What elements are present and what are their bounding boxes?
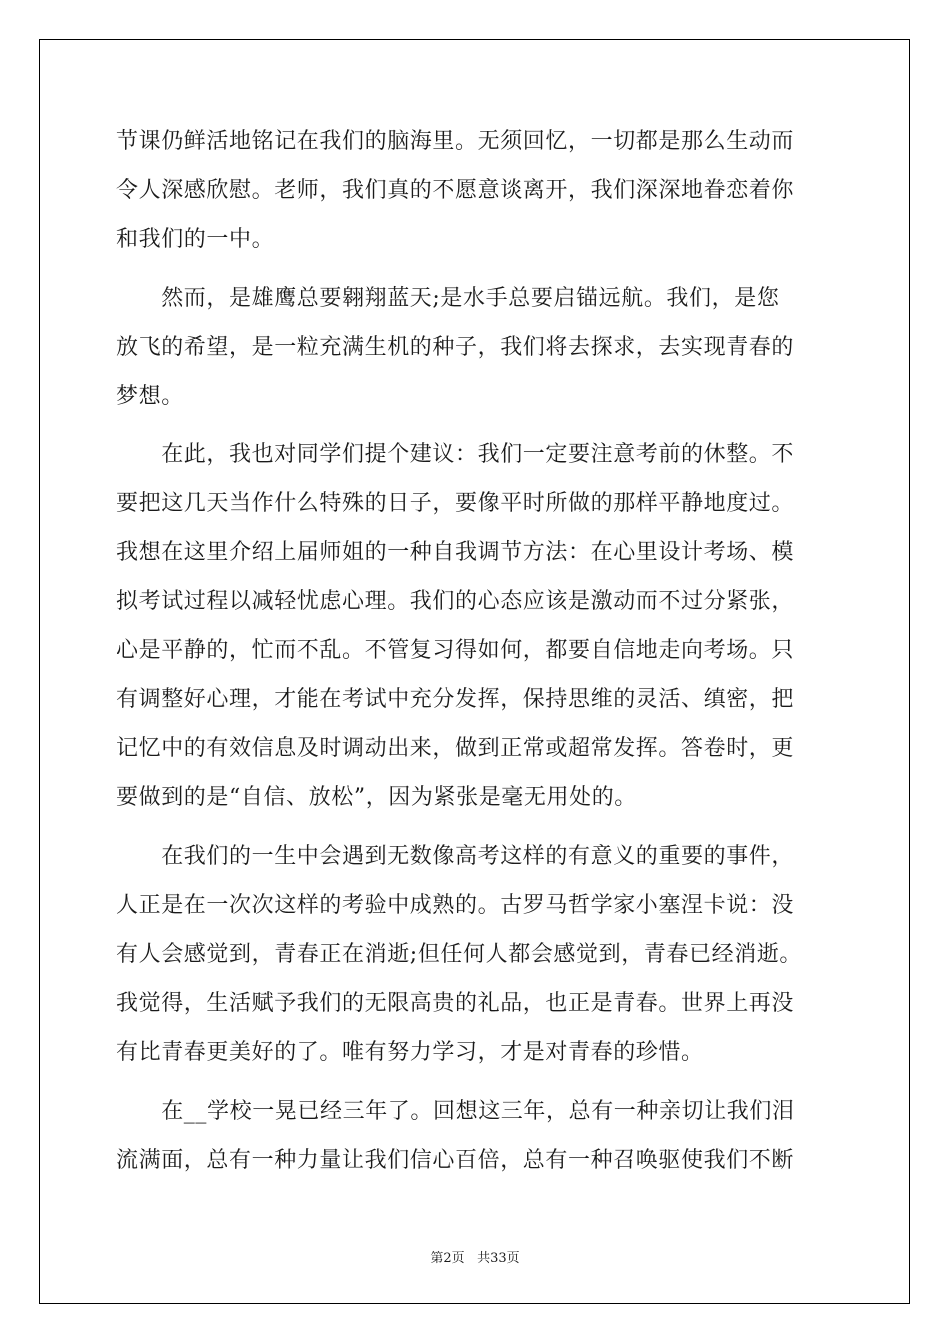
text-line: 然而，是雄鹰总要翱翔蓝天;是水手总要启锚远航。我们，是您	[116, 286, 780, 311]
text-line: 有人会感觉到，青春正在消逝;但任何人都会感觉到，青春已经消逝。	[116, 942, 803, 967]
text-line: 令人深感欣慰。老师，我们真的不愿意谈离开，我们深深地眷恋着你	[116, 178, 795, 203]
page-footer	[0, 1247, 950, 1266]
text-line: 要把这几天当作什么特殊的日子，要像平时所做的那样平静地度过。	[116, 491, 795, 516]
text-line: 有比青春更美好的了。唯有努力学习，才是对青春的珍惜。	[116, 1040, 704, 1065]
text-line: 要做到的是“自信、放松”，因为紧张是毫无用处的。	[116, 785, 637, 810]
text-line: 在我们的一生中会遇到无数像高考这样的有意义的重要的事件，	[116, 844, 795, 869]
text-line: 在此，我也对同学们提个建议：我们一定要注意考前的休整。不	[116, 442, 795, 467]
text-line: 我想在这里介绍上届师姐的一种自我调节方法：在心里设计考场、模	[116, 540, 795, 565]
text-line: 放飞的希望，是一粒充满生机的种子，我们将去探求，去实现青春的	[116, 335, 795, 360]
text-line: 拟考试过程以减轻忧虑心理。我们的心态应该是激动而不过分紧张，	[116, 589, 795, 614]
text-line: 流满面，总有一种力量让我们信心百倍，总有一种召唤驱使我们不断	[116, 1148, 795, 1173]
text-line: 人正是在一次次这样的考验中成熟的。古罗马哲学家小塞涅卡说：没	[116, 893, 795, 918]
page-total: 共33页	[477, 1251, 520, 1266]
page-number: 第2页	[430, 1251, 465, 1266]
text-line: 和我们的一中。	[116, 227, 275, 252]
text-line: 心是平静的，忙而不乱。不管复习得如何，都要自信地走向考场。只	[116, 638, 795, 663]
text-line: 节课仍鲜活地铭记在我们的脑海里。无须回忆，一切都是那么生动而	[116, 129, 795, 154]
text-line: 梦想。	[116, 384, 184, 409]
text-line: 在__学校一晃已经三年了。回想这三年，总有一种亲切让我们泪	[116, 1099, 795, 1124]
text-line: 有调整好心理，才能在考试中充分发挥，保持思维的灵活、缜密，把	[116, 687, 795, 712]
text-line: 记忆中的有效信息及时调动出来，做到正常或超常发挥。答卷时，更	[116, 736, 795, 761]
text-line: 我觉得，生活赋予我们的无限高贵的礼品，也正是青春。世界上再没	[116, 991, 795, 1016]
